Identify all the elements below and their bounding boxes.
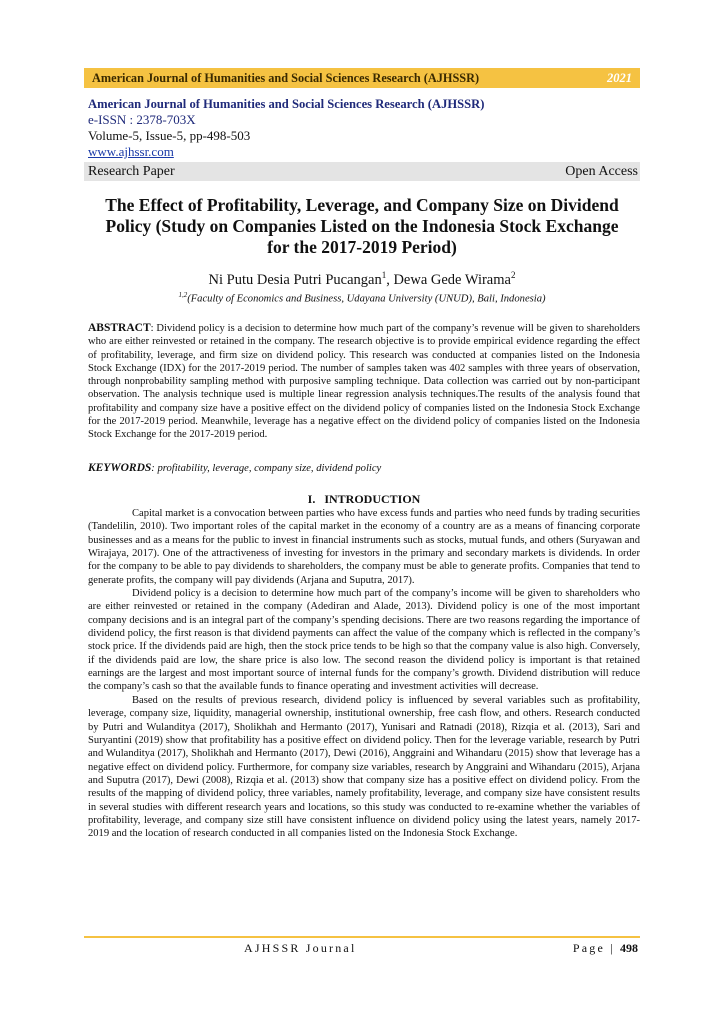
page-number: 498 <box>620 941 638 955</box>
affiliation-sup: 1,2 <box>178 291 188 299</box>
author-1: Ni Putu Desia Putri Pucangan <box>208 271 382 288</box>
author-list <box>100 270 624 289</box>
journal-header-band <box>84 68 640 88</box>
meta-issn: e-ISSN : 2378-703X <box>88 112 196 127</box>
abstract-label: ABSTRACT <box>88 322 151 334</box>
article-type: Research Paper <box>88 163 175 179</box>
meta-journal-name: American Journal of Humanities and Social Sciences Research (AJHSSR) <box>88 97 485 111</box>
keywords-label: KEYWORDS <box>88 462 152 474</box>
abstract-text: : Dividend policy is a decision to determine how much part of the company’s revenue will be given to shareholders who are either reinvested or retained in the company. The research objective is to provide empirical evidence regarding the effect of profitability, leverage, and firm size on dividend policy. This research was conducted at companies listed on the Indonesia Stock Exchange (IDX) for the 2017-2019 period. The number of samples taken was 402 samples with three years of observation, through nonprobability sampling method with purposive sampling technique. Data collection was carried out by non-participant observation. The analysis technique used is multiple linear regression analysis techniques.The results of the analysis found that profitability and company size have a positive effect on the dividend policy of companies listed on the Indonesia Stock Exchange for the 2017-2019 period. Meanwhile, leverage has a negative effect on the dividend policy of companies listed on the Indonesia Stock Exchange for the 2017-2019 period. <box>88 323 640 441</box>
journal-url-link[interactable]: www.ajhssr.com <box>88 144 174 159</box>
author-separator: , <box>386 271 394 288</box>
keywords-text: : profitability, leverage, company size, dividend policy <box>151 463 382 474</box>
open-access-label: Open Access <box>565 163 638 179</box>
meta-volume: Volume-5, Issue-5, pp-498-503 <box>88 128 251 143</box>
footer-page <box>573 941 638 956</box>
keywords <box>88 462 640 474</box>
journal-meta <box>88 96 640 160</box>
paper-title: The Effect of Profitability, Leverage, and Company Size on Dividend Policy (Study on Companies Listed on the Indonesia Stock Exchange for the 2017-2019 Period) <box>105 195 619 257</box>
header-year: 2021 <box>607 70 632 85</box>
author-2-sup: 2 <box>510 270 516 280</box>
header-journal-name: American Journal of Humanities and Social Sciences Research (AJHSSR) <box>92 70 480 85</box>
paragraph: Dividend policy is a decision to determine how much part of the company’s income will be given to shareholders who are either reinvested or retained in the company (Adediran and Alade, 2013). Dividend policy is one of the most important company decisions and is an integral part of the company’s spending decisions. There are two reasons regarding the importance of dividend policy, the first reason is that dividend payments can affect the value of the company which is reflected in the company’s stock price. If the dividends paid are high, then the stock price tends to be high so that the company value is also high. Conversely, if the dividends paid are low, the share price is also low. The second reason the dividend policy is important is that retained earnings are the largest and most important source of internal funds for the company’s growth. Dividend distribution will reduce the company’s cash so that the available funds to finance operating and investment activities will decrease. <box>88 588 640 693</box>
article-type-bar <box>84 162 640 181</box>
abstract <box>88 322 640 442</box>
author-1-sup: 1 <box>381 270 387 280</box>
section-heading-introduction: I. INTRODUCTION <box>307 492 421 506</box>
paragraph: Based on the results of previous research, dividend policy is influenced by several variables such as profitability, leverage, company size, liquidity, managerial ownership, institutional ownership, free cash flow, and others. Research conducted by Putri and Wulanditya (2017), Sholikhah and Hermanto (2017), Yunisari and Ratnadi (2018), Rizqia et al. (2013), Sari and Suryantini (2019) show that profitability has a positive effect on dividend policy. Then for the leverage variable, research by Putri and Wulanditya (2017), Sholikhah and Hermanto (2017), Dewi (2016), Anggraini and Wihandaru (2015) show that leverage has a negative effect on dividend policy. Furthermore, for company size variables, research by Anggraini and Wihandaru (2015), Arjana and Suputra (2017), Dewi (2008), Rizqia et al. (2013) show that company size has a positive effect on dividend policy. From the results of the mapping of dividend policy, three variables, namely profitability, leverage, and company size have consistent results in several studies with different research years and locations, so this study was conducted to re-examine whether the variables of profitability, leverage, and company size still have consistent influence on dividend policy using the latest years, namely 2017-2019 and the location of research conducted in all companies listed on the Indonesia Stock Exchange. <box>88 694 640 840</box>
affiliation <box>100 291 624 305</box>
footer-divider <box>84 936 640 938</box>
paragraph: Capital market is a convocation between parties who have excess funds and parties who need funds by trading securities (Tandelilin, 2010). Two important roles of the capital market in the economy of a country are as a means of financing corporate businesses and as a means for the public to invest in financial instruments such as stocks, mutual funds, and others (Suryawan and Wirajaya, 2017). One of the attractiveness of investing for investors in the primary and secondary markets is dividends. In order for the company to be able to pay dividends to shareholders, the company must be able to generate profits. Companies that tend to generate profits, the company will pay dividends (Arjana and Suputra, 2017). <box>88 508 640 586</box>
author-2: Dewa Gede Wirama <box>393 271 511 288</box>
footer-page-label: Page | <box>572 941 615 955</box>
footer-journal: AJHSSR Journal <box>244 941 357 955</box>
affiliation-text: (Faculty of Economics and Business, Udayana University (UNUD), Bali, Indonesia) <box>187 293 546 305</box>
body-text <box>88 507 640 841</box>
